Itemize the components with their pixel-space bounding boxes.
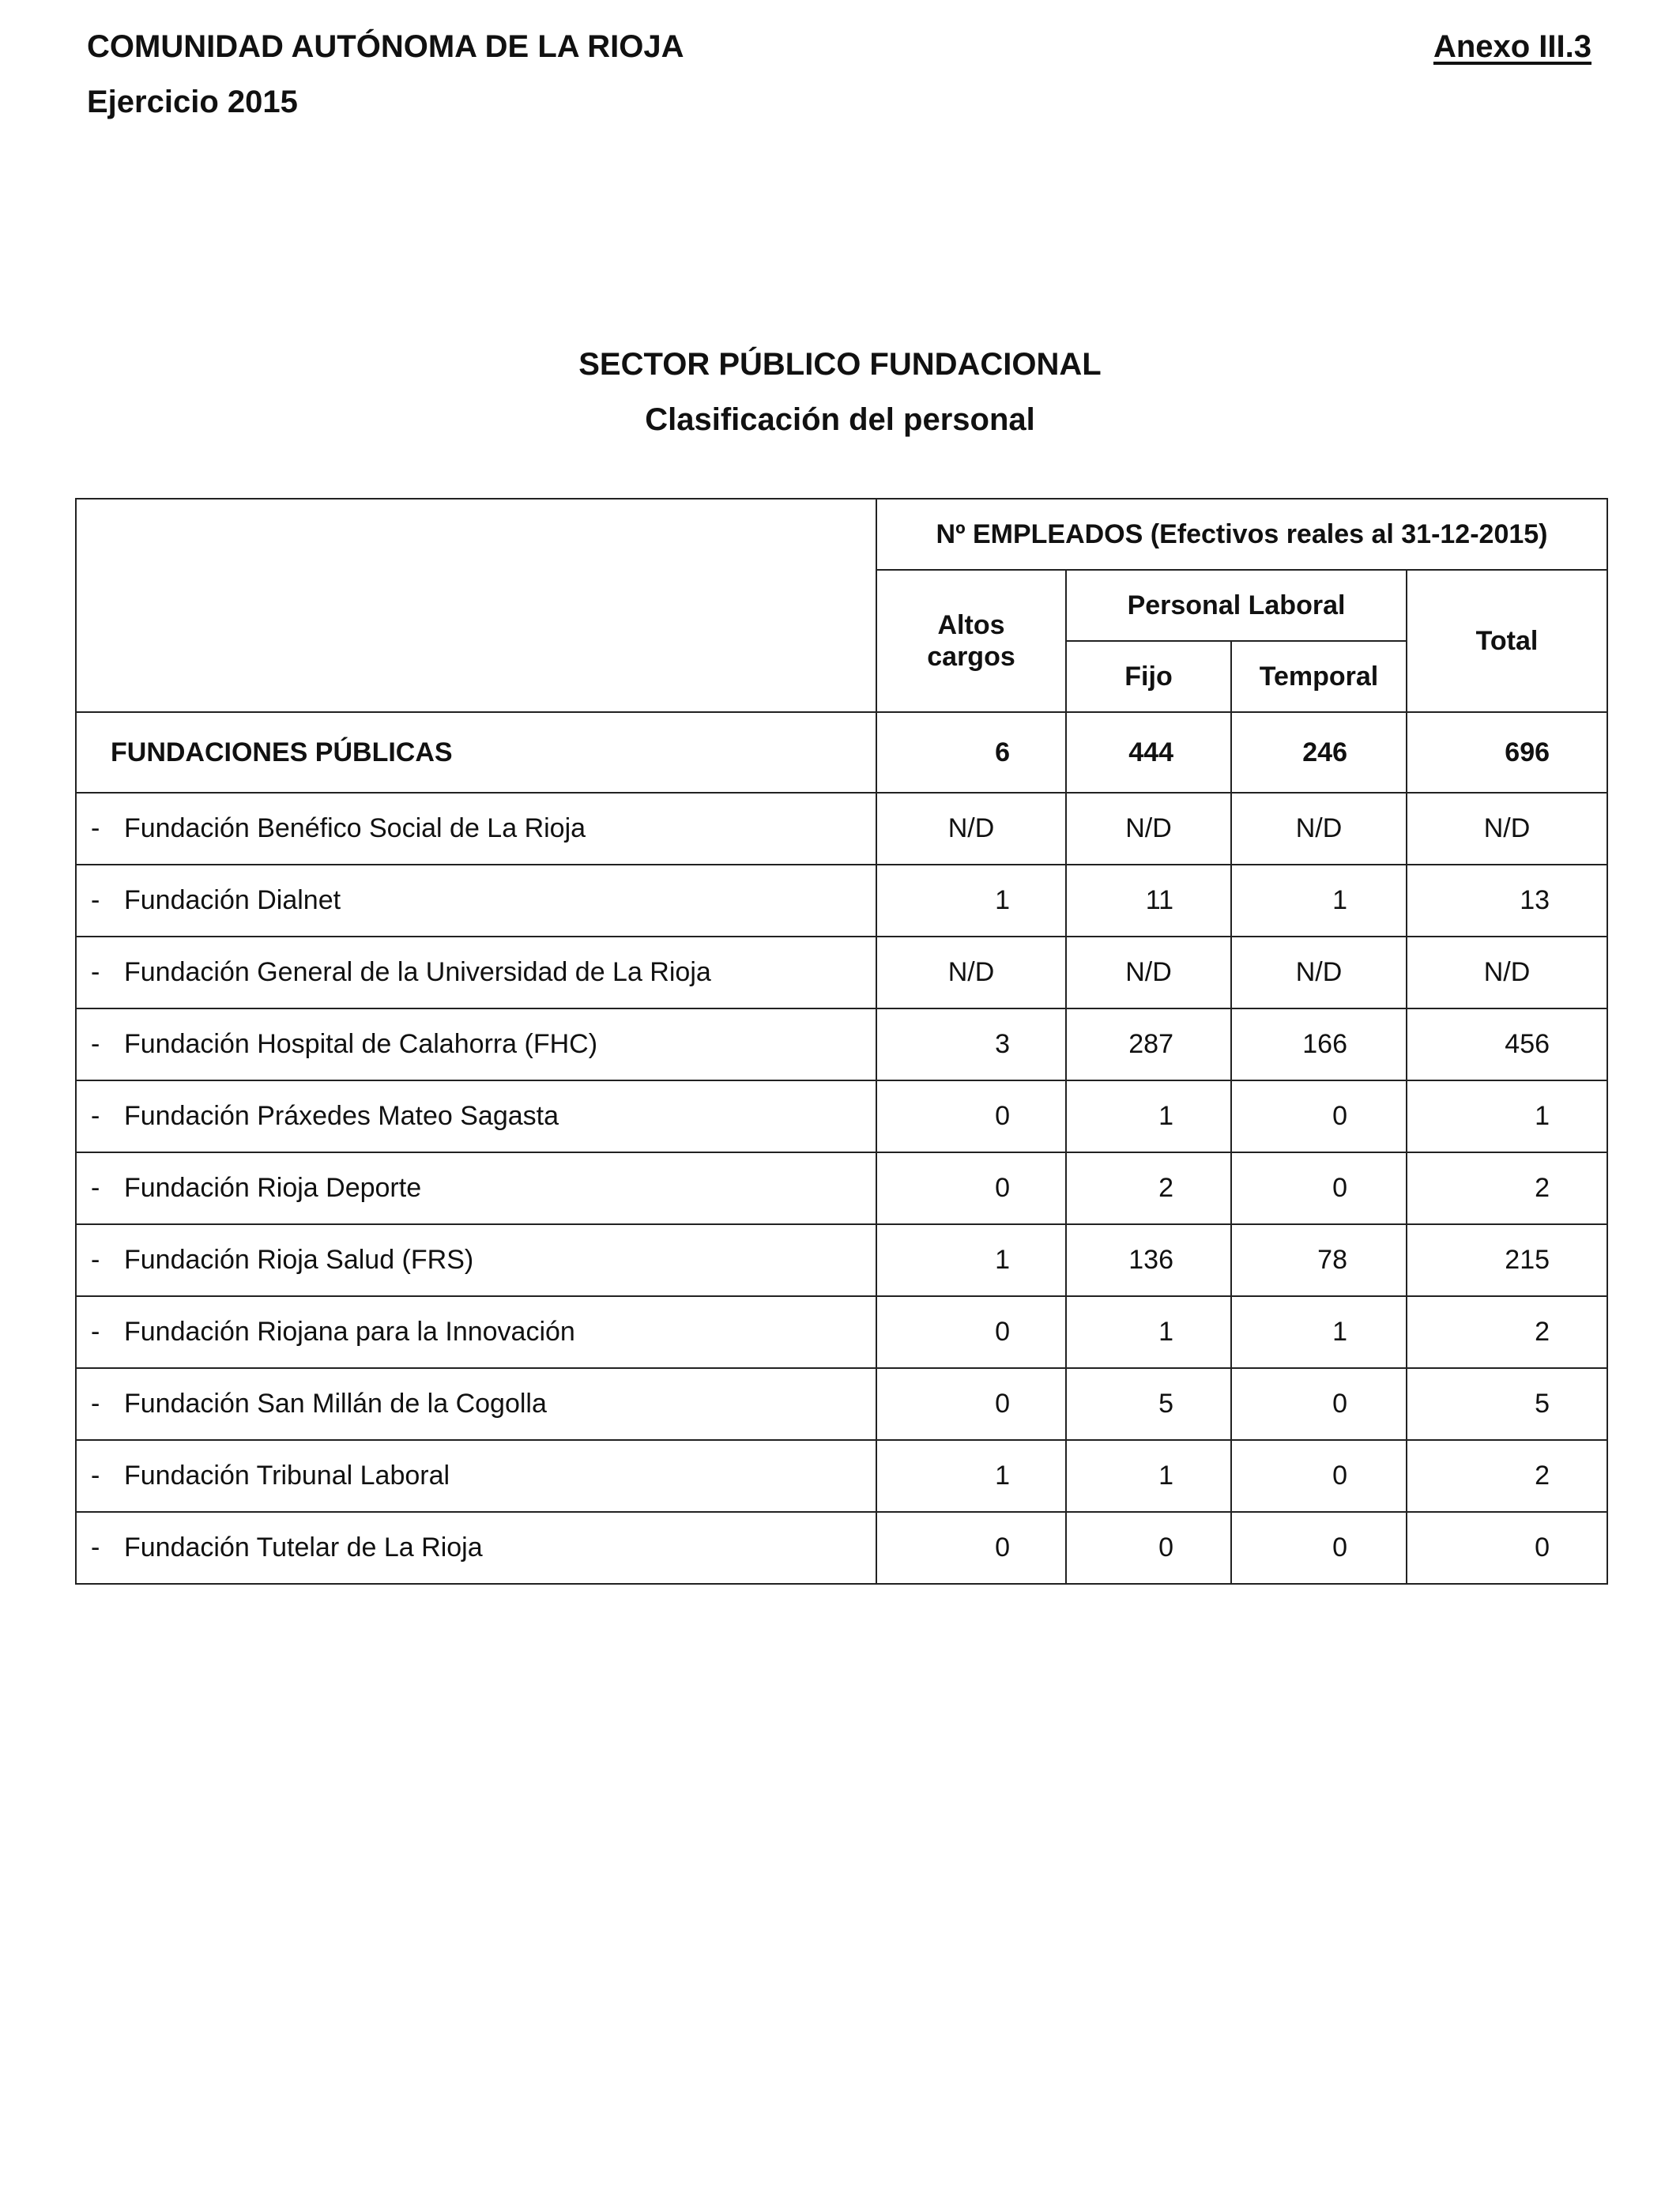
foundation-name: Fundación General de la Universidad de La Rioja	[124, 957, 711, 987]
altos-cell: 0	[876, 1296, 1066, 1368]
header-empty-cell	[76, 499, 876, 712]
fijo-cell: 5	[1066, 1368, 1231, 1440]
altos-cell: 0	[876, 1368, 1066, 1440]
fijo-cell: 287	[1066, 1008, 1231, 1080]
altos-cell: N/D	[876, 937, 1066, 1008]
temporal-cell: 78	[1231, 1224, 1407, 1296]
summary-fijo: 444	[1066, 712, 1231, 793]
temporal-cell: 0	[1231, 1440, 1407, 1512]
temporal-cell: 1	[1231, 865, 1407, 937]
table-row	[76, 1440, 1607, 1512]
total-cell: 456	[1407, 1008, 1607, 1080]
personnel-table	[75, 498, 1608, 1585]
altos-cell: 1	[876, 1224, 1066, 1296]
table-row	[76, 1008, 1607, 1080]
table-row	[76, 1368, 1607, 1440]
row-dash: -	[91, 1173, 100, 1203]
foundation-name: Fundación Hospital de Calahorra (FHC)	[124, 1029, 598, 1059]
fijo-cell: 1	[1066, 1296, 1231, 1368]
temporal-cell: 0	[1231, 1080, 1407, 1152]
annex-label: Anexo III.3	[1433, 29, 1591, 64]
total-cell: 2	[1407, 1440, 1607, 1512]
row-dash: -	[91, 1532, 100, 1563]
summary-row	[76, 712, 1607, 793]
row-dash: -	[91, 885, 100, 915]
row-dash: -	[91, 813, 100, 843]
foundation-name-cell	[76, 1224, 876, 1296]
col-header-altos-cargos	[876, 570, 1066, 712]
foundation-name-cell	[76, 1440, 876, 1512]
row-dash: -	[91, 1317, 100, 1347]
total-cell: 1	[1407, 1080, 1607, 1152]
temporal-cell: 1	[1231, 1296, 1407, 1368]
row-dash: -	[91, 1461, 100, 1491]
foundation-name-cell	[76, 1008, 876, 1080]
temporal-cell: 0	[1231, 1512, 1407, 1584]
fijo-cell: 136	[1066, 1224, 1231, 1296]
foundation-name: Fundación Riojana para la Innovación	[124, 1317, 575, 1347]
foundation-name: Fundación Benéfico Social de La Rioja	[124, 813, 586, 843]
col-header-personal-laboral: Personal Laboral	[1066, 570, 1407, 641]
organization-name: COMUNIDAD AUTÓNOMA DE LA RIOJA	[87, 29, 684, 64]
table-row	[76, 937, 1607, 1008]
summary-total: 696	[1407, 712, 1607, 793]
total-cell: 0	[1407, 1512, 1607, 1584]
summary-label: FUNDACIONES PÚBLICAS	[76, 712, 876, 793]
altos-cell: 0	[876, 1080, 1066, 1152]
exercise-year: Ejercicio 2015	[87, 85, 298, 119]
summary-altos: 6	[876, 712, 1066, 793]
foundation-name-cell	[76, 793, 876, 865]
row-dash: -	[91, 1101, 100, 1131]
summary-temporal: 246	[1231, 712, 1407, 793]
fijo-cell: N/D	[1066, 937, 1231, 1008]
altos-cell: 0	[876, 1152, 1066, 1224]
total-cell: N/D	[1407, 937, 1607, 1008]
foundation-name-cell	[76, 1080, 876, 1152]
foundation-name-cell	[76, 1368, 876, 1440]
foundation-name: Fundación Práxedes Mateo Sagasta	[124, 1101, 559, 1131]
row-dash: -	[91, 1389, 100, 1419]
total-cell: N/D	[1407, 793, 1607, 865]
foundation-name: Fundación Dialnet	[124, 885, 341, 915]
altos-cell: 0	[876, 1512, 1066, 1584]
section-subtitle: Clasificación del personal	[645, 402, 1035, 437]
temporal-cell: 166	[1231, 1008, 1407, 1080]
temporal-cell: 0	[1231, 1152, 1407, 1224]
total-cell: 215	[1407, 1224, 1607, 1296]
section-title: SECTOR PÚBLICO FUNDACIONAL	[578, 347, 1102, 382]
table-row	[76, 1224, 1607, 1296]
col-header-fijo: Fijo	[1066, 641, 1231, 712]
fijo-cell: 1	[1066, 1080, 1231, 1152]
fijo-cell: 2	[1066, 1152, 1231, 1224]
foundation-name: Fundación Rioja Salud (FRS)	[124, 1245, 474, 1275]
row-dash: -	[91, 1029, 100, 1059]
fijo-cell: N/D	[1066, 793, 1231, 865]
foundation-name: Fundación Tribunal Laboral	[124, 1461, 450, 1491]
foundation-name: Fundación Tutelar de La Rioja	[124, 1532, 483, 1563]
foundation-name: Fundación Rioja Deporte	[124, 1173, 422, 1203]
col-header-temporal: Temporal	[1231, 641, 1407, 712]
employees-group-header: Nº EMPLEADOS (Efectivos reales al 31-12-2015)	[876, 499, 1607, 570]
table-row	[76, 1152, 1607, 1224]
total-cell: 2	[1407, 1296, 1607, 1368]
altos-cell: 3	[876, 1008, 1066, 1080]
fijo-cell: 1	[1066, 1440, 1231, 1512]
table-row	[76, 1080, 1607, 1152]
foundation-name-cell	[76, 1512, 876, 1584]
temporal-cell: 0	[1231, 1368, 1407, 1440]
total-cell: 5	[1407, 1368, 1607, 1440]
row-dash: -	[91, 1245, 100, 1275]
foundation-name-cell	[76, 1152, 876, 1224]
col-header-altos-label: Altos cargos	[927, 610, 1015, 672]
total-cell: 13	[1407, 865, 1607, 937]
foundation-name-cell	[76, 937, 876, 1008]
temporal-cell: N/D	[1231, 937, 1407, 1008]
table-row	[76, 793, 1607, 865]
total-cell: 2	[1407, 1152, 1607, 1224]
table-row	[76, 1512, 1607, 1584]
altos-cell: 1	[876, 1440, 1066, 1512]
temporal-cell: N/D	[1231, 793, 1407, 865]
foundation-name-cell	[76, 1296, 876, 1368]
fijo-cell: 0	[1066, 1512, 1231, 1584]
altos-cell: 1	[876, 865, 1066, 937]
foundation-name: Fundación San Millán de la Cogolla	[124, 1389, 547, 1419]
row-dash: -	[91, 957, 100, 987]
table-row	[76, 865, 1607, 937]
col-header-total: Total	[1407, 570, 1607, 712]
table-row	[76, 1296, 1607, 1368]
fijo-cell: 11	[1066, 865, 1231, 937]
altos-cell: N/D	[876, 793, 1066, 865]
foundation-name-cell	[76, 865, 876, 937]
